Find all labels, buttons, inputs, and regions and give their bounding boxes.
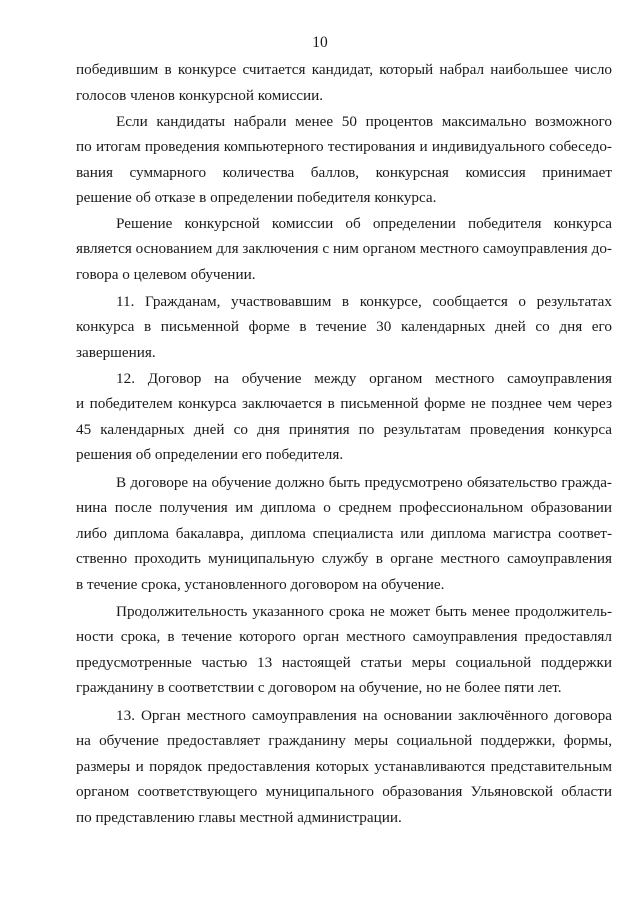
- text-line: ственно проходить муниципальную службу в органе местного самоуправления: [76, 550, 612, 567]
- text-line: по итогам проведения компьютерного тестирования и индивидуального собеседо-: [76, 138, 612, 155]
- text-line: ности срока, в течение которого орган местного самоуправления предоставлял: [76, 628, 612, 645]
- text-line: по представлению главы местной администрации.: [76, 809, 402, 826]
- page-number: 10: [312, 34, 328, 51]
- text-line: Если кандидаты набрали менее 50 процентов максимально возможного: [116, 113, 612, 130]
- text-line: является основанием для заключения с ним органом местного самоуправления до-: [76, 240, 612, 257]
- text-line: вания суммарного количества баллов, конкурсная комиссия принимает: [76, 164, 612, 181]
- text-line: 12. Договор на обучение между органом местного самоуправления: [116, 370, 612, 387]
- text-line: Решение конкурсной комиссии об определении победителя конкурса: [116, 215, 612, 232]
- text-line: конкурса в письменной форме в течение 30 календарных дней со дня его: [76, 318, 612, 335]
- text-line: решение об отказе в определении победителя конкурса.: [76, 189, 437, 206]
- text-line: 13. Орган местного самоуправления на основании заключённого договора: [116, 707, 612, 724]
- text-line: размеры и порядок предоставления которых устанавливаются представительным: [76, 758, 612, 775]
- text-line: решения об определении его победителя.: [76, 446, 344, 463]
- text-line: предусмотренные частью 13 настоящей статьи меры социальной поддержки: [76, 654, 612, 671]
- text-line: победившим в конкурсе считается кандидат, который набрал наибольшее число: [76, 61, 612, 78]
- text-line: гражданину в соответствии с договором на обучение, но не более пяти лет.: [76, 679, 562, 696]
- text-line: говора о целевом обучении.: [76, 266, 256, 283]
- text-line: голосов членов конкурсной комиссии.: [76, 87, 323, 104]
- text-line: органом соответствующего муниципального образования Ульяновской области: [76, 783, 612, 800]
- text-line: В договоре на обучение должно быть предусмотрено обязательство гражда-: [116, 474, 612, 491]
- text-line: и победителем конкурса заключается в письменной форме не позднее чем через: [76, 395, 612, 412]
- text-line: либо диплома бакалавра, диплома специалиста или диплома магистра соответ-: [76, 525, 612, 542]
- text-line: Продолжительность указанного срока не может быть менее продолжитель-: [116, 603, 612, 620]
- text-line: нина после получения им диплома о среднем профессиональном образовании: [76, 499, 612, 516]
- text-line: завершения.: [76, 344, 156, 361]
- text-line: на обучение предоставляет гражданину меры социальной поддержки, формы,: [76, 732, 612, 749]
- text-line: 45 календарных дней со дня принятия по результатам проведения конкурса: [76, 421, 612, 438]
- text-line: 11. Гражданам, участвовавшим в конкурсе, сообщается о результатах: [116, 293, 612, 310]
- text-line: в течение срока, установленного договором на обучение.: [76, 576, 445, 593]
